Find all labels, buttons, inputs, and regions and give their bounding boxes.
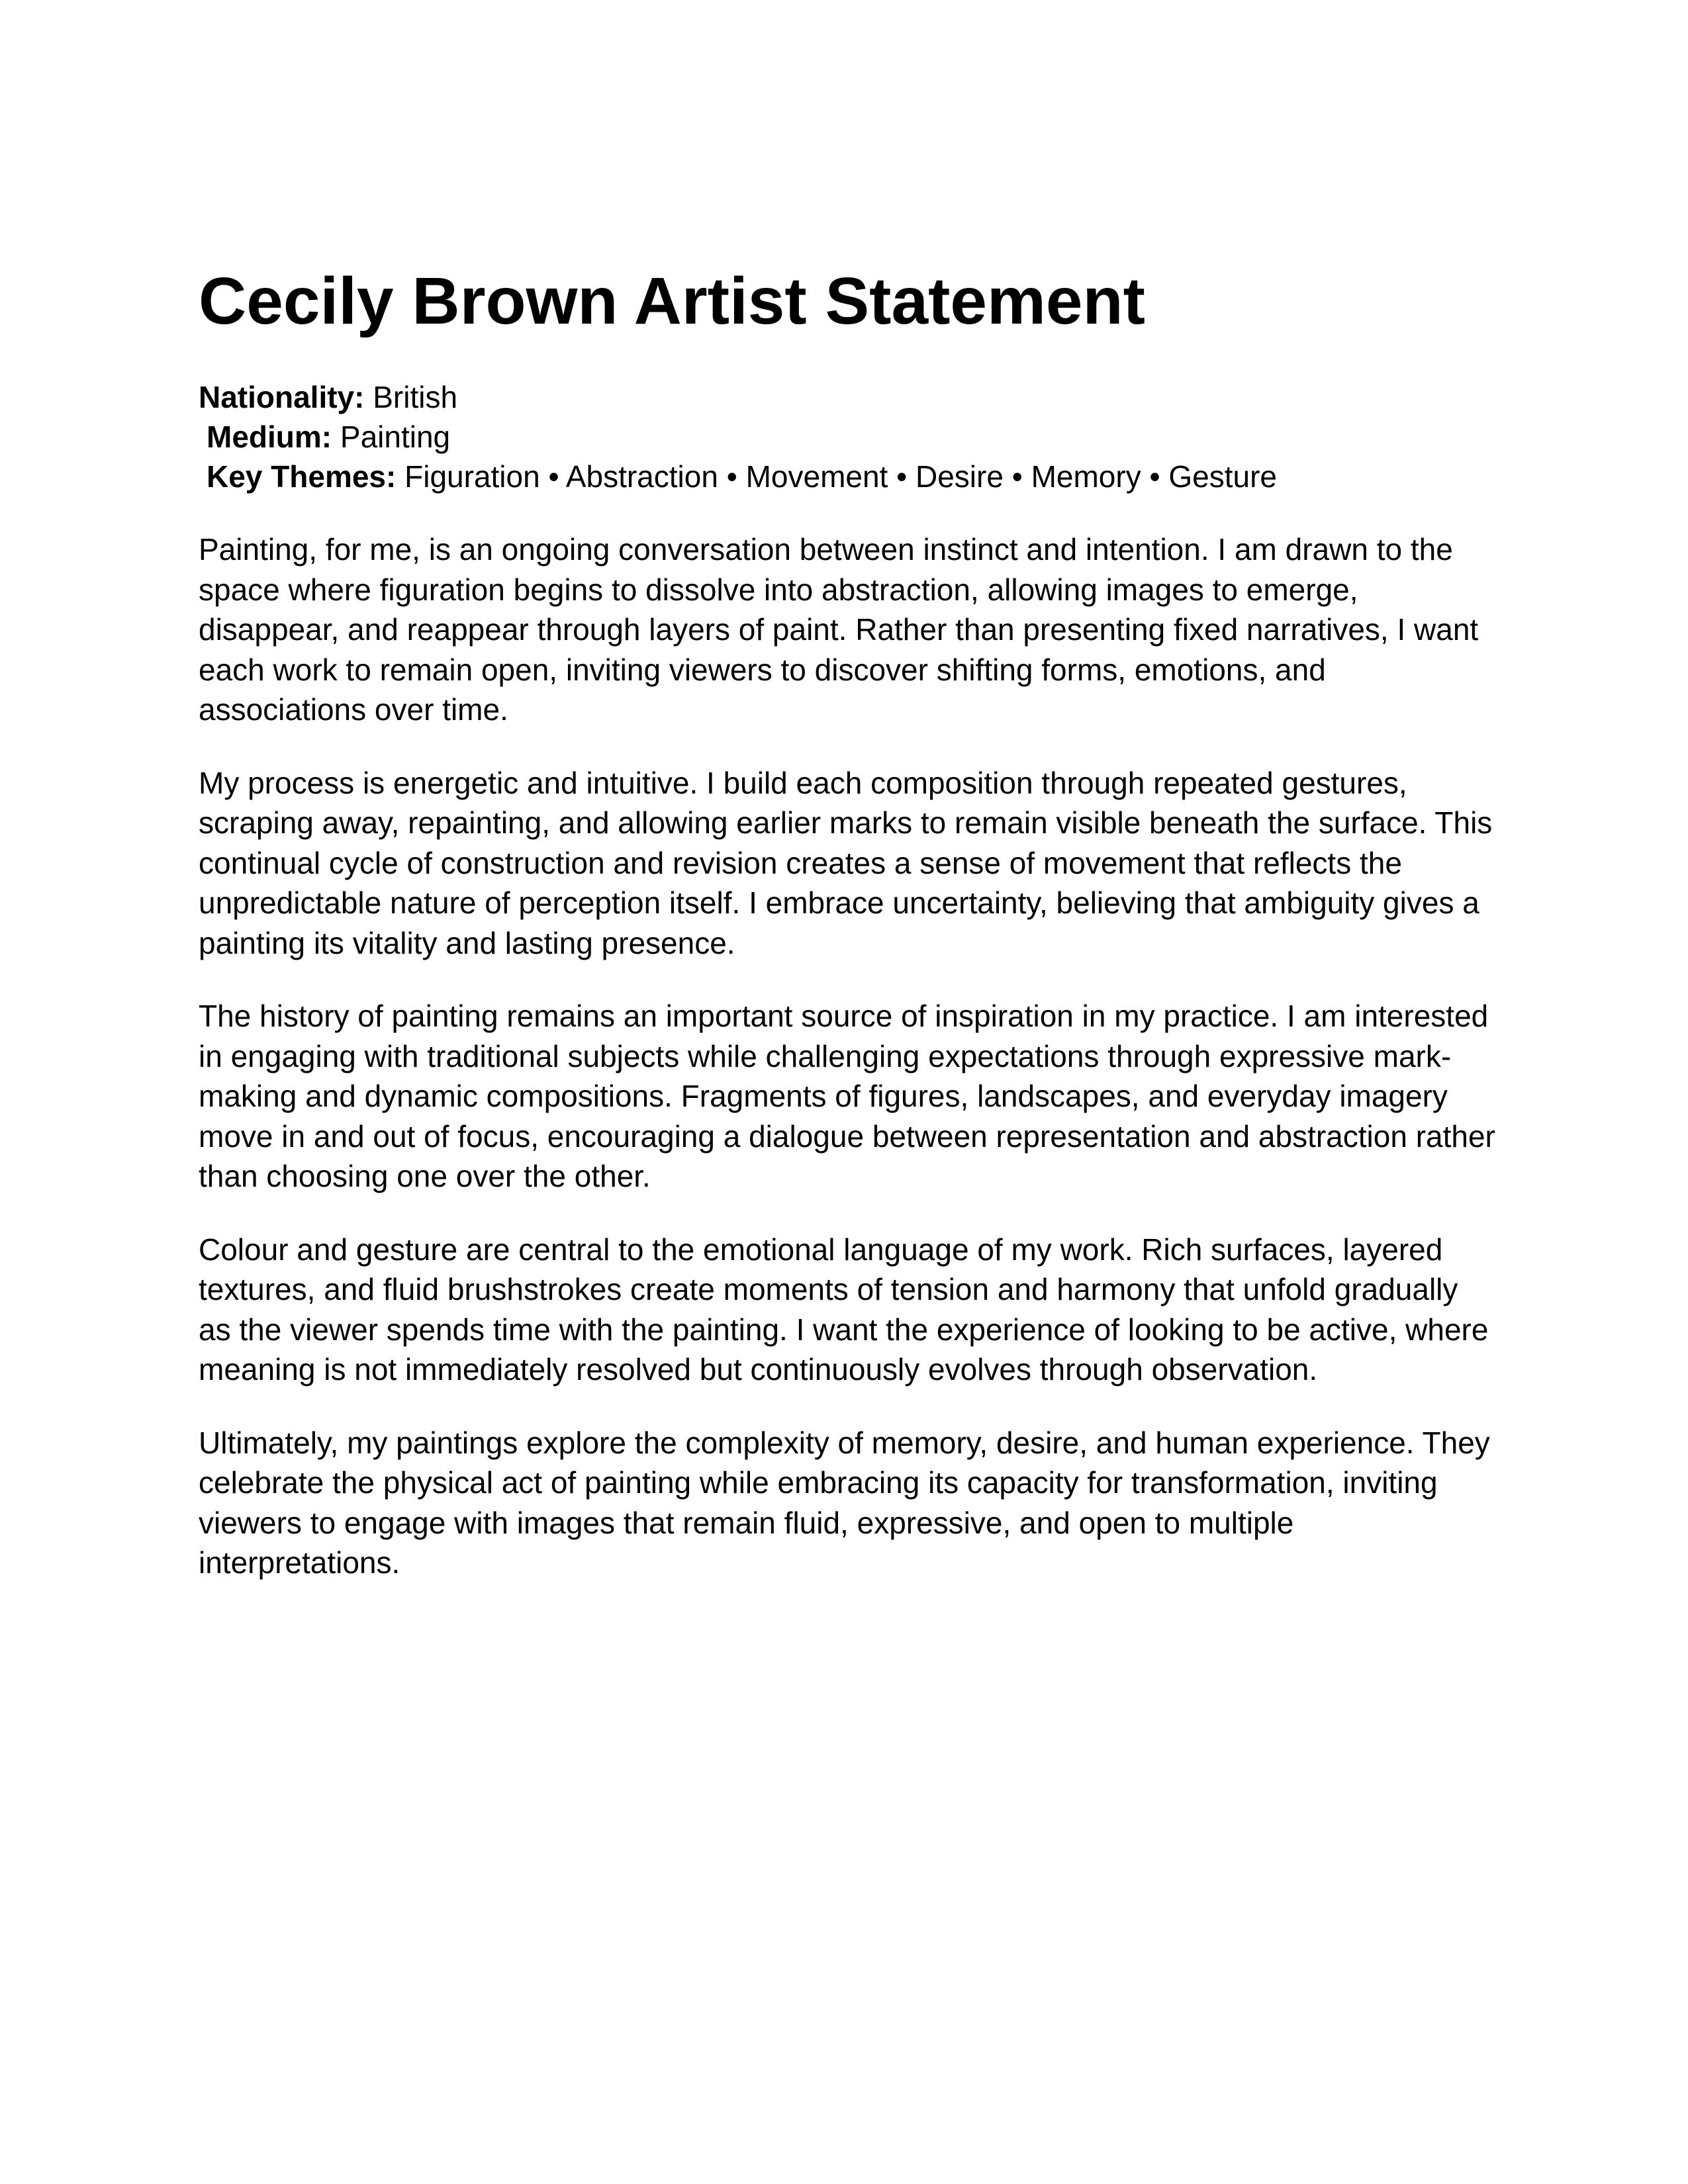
page-title: Cecily Brown Artist Statement [199,264,1145,338]
document-page [199,261,1496,1583]
nationality-line [199,377,1496,417]
statement-paragraph-3: The history of painting remains an important source of inspiration in my practice. I am interested in engaging with traditional subjects while challenging expectations through expressive mark-making and dynamic compositions. Fragments of figures, landscapes, and everyday imagery move in and out of focus, encouraging a dialogue between representation and abstraction rather than choosing one over the other. [199,999,1495,1193]
key-themes-line [199,457,1496,496]
nationality-value: British [373,380,458,414]
nationality-label: Nationality: [199,380,365,414]
medium-label: Medium: [207,420,332,454]
medium-line [199,417,1496,457]
statement-paragraph-4: Colour and gesture are central to the emotional language of my work. Rich surfaces, layered textures, and fluid brushstrokes create moments of tension and harmony that unfold gradually as the viewer spends time with the painting. I want the experience of looking to be active, where meaning is not immediately resolved but continuously evolves through observation. [199,1232,1489,1387]
metadata-block [199,377,1496,496]
key-themes-value: Figuration • Abstraction • Movement • Desire • Memory • Gesture [404,459,1277,494]
statement-paragraph-1: Painting, for me, is an ongoing conversation between instinct and intention. I am drawn to the space where figuration begins to dissolve into abstraction, allowing images to emerge, disappear, and reappear through layers of paint. Rather than presenting fixed narratives, I want each work to remain open, inviting viewers to discover shifting forms, emotions, and associations over time. [199,532,1479,727]
statement-paragraph-5: Ultimately, my paintings explore the complexity of memory, desire, and human experience. They celebrate the physical act of painting while embracing its capacity for transformation, inviting viewers to engage with images that remain fluid, expressive, and open to multiple interpretations. [199,1425,1490,1580]
statement-paragraph-2: My process is energetic and intuitive. I build each composition through repeated gestures, scraping away, repainting, and allowing earlier marks to remain visible beneath the surface. This continual cycle of construction and revision creates a sense of movement that reflects the unpredictable nature of perception itself. I embrace uncertainty, believing that ambiguity gives a painting its vitality and lasting presence. [199,765,1493,960]
key-themes-label: Key Themes: [207,459,397,494]
medium-value: Painting [340,420,451,454]
